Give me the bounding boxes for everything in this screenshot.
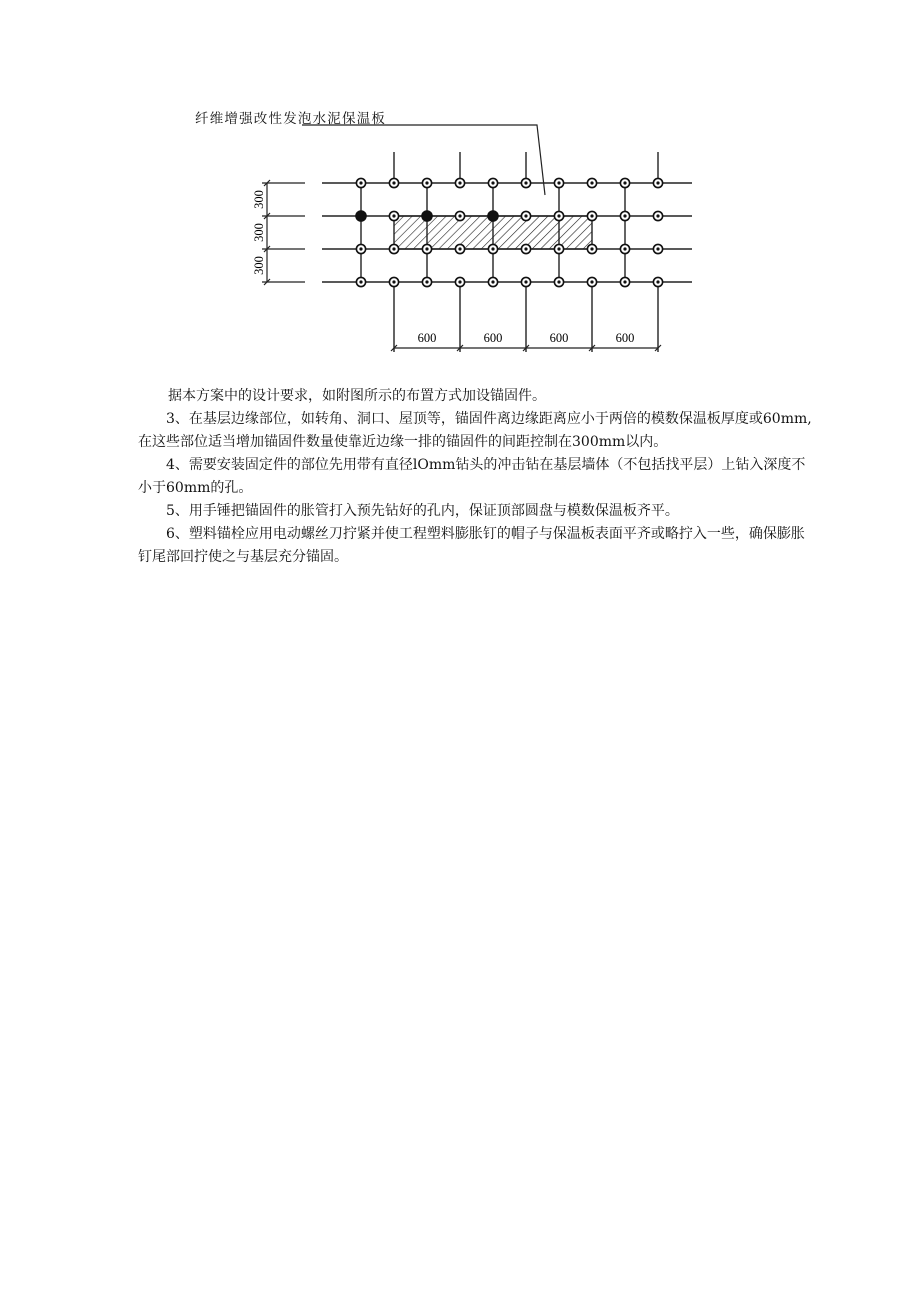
vertical-dimension (262, 180, 305, 285)
anchor-center-dot (392, 181, 395, 184)
anchor-center-dot (425, 181, 428, 184)
anchor-center-dot (425, 280, 428, 283)
anchor-center-dot (458, 280, 461, 283)
anchor-center-dot (491, 280, 494, 283)
anchor-center-dot (491, 181, 494, 184)
horizontal-dim-label-2: 600 (483, 331, 503, 345)
anchor-center-dot (458, 181, 461, 184)
vertical-dimension-labels (252, 190, 266, 275)
anchor-solid (422, 211, 432, 221)
anchor-center-dot (359, 280, 362, 283)
anchor-center-dot (557, 181, 560, 184)
anchor-center-dot (590, 181, 593, 184)
anchor-center-dot (458, 247, 461, 250)
anchor-center-dot (359, 247, 362, 250)
anchor-center-dot (590, 247, 593, 250)
vertical-grid-lines (361, 152, 658, 352)
anchor-center-dot (392, 280, 395, 283)
anchor-center-dot (458, 214, 461, 217)
horizontal-dim-label-3: 600 (549, 331, 569, 345)
anchor-center-dot (524, 247, 527, 250)
anchor-center-dot (557, 247, 560, 250)
anchor-center-dot (623, 247, 626, 250)
vertical-dim-label-1: 300 (252, 190, 266, 209)
anchor-center-dot (392, 247, 395, 250)
anchor-center-dot (392, 214, 395, 217)
anchor-center-dot (656, 280, 659, 283)
paragraph-step-4: 4、需要安装固定件的部位先用带有直径lOmm钻头的冲击钻在基层墙体（不包括找平层）上钻入深度不小于60mm的孔。 (138, 457, 806, 496)
anchor-center-dot (623, 181, 626, 184)
vertical-dim-label-2: 300 (252, 223, 266, 242)
paragraph-step-5: 5、用手锤把锚固件的胀管打入预先钻好的孔内，保证顶部圆盘与模数保温板齐平。 (166, 503, 679, 519)
anchor-center-dot (557, 280, 560, 283)
anchor-center-dot (656, 247, 659, 250)
anchor-center-dot (491, 247, 494, 250)
paragraph-step-6: 6、塑料锚栓应用电动螺丝刀拧紧并使工程塑料膨胀钉的帽子与保温板表面平齐或略拧入一些，确保膨胀钉尾部回拧使之与基层充分锚固。 (138, 526, 805, 565)
anchor-center-dot (557, 214, 560, 217)
anchor-center-dot (524, 214, 527, 217)
anchor-center-dot (590, 214, 593, 217)
anchor-layout-figure (180, 100, 710, 365)
anchor-center-dot (656, 181, 659, 184)
anchor-center-dot (656, 214, 659, 217)
anchor-center-dot (524, 280, 527, 283)
anchor-center-dot (425, 247, 428, 250)
paragraph-intro: 据本方案中的设计要求，如附图所示的布置方式加设锚固件。 (168, 388, 546, 404)
anchor-center-dot (359, 181, 362, 184)
anchor-center-dot (623, 214, 626, 217)
body-text (138, 385, 818, 569)
anchor-solid (488, 211, 498, 221)
figure-callout-label: 纤维增强改性发泡水泥保温板 (195, 111, 387, 127)
horizontal-dim-label-4: 600 (615, 331, 635, 345)
horizontal-dim-label-1: 600 (417, 331, 437, 345)
vertical-dim-label-3: 300 (252, 256, 266, 275)
anchor-center-dot (590, 280, 593, 283)
anchor-center-dot (524, 181, 527, 184)
anchor-solid (356, 211, 366, 221)
paragraph-step-3: 3、在基层边缘部位，如转角、洞口、屋顶等，锚固件离边缘距离应小于两倍的模数保温板厚度或60mm,在这些部位适当增加锚固件数量使靠近边缘一排的锚固件的间距控制在300mm以内。 (138, 411, 812, 450)
anchor-center-dot (623, 280, 626, 283)
anchor-layout-drawing (180, 100, 710, 365)
